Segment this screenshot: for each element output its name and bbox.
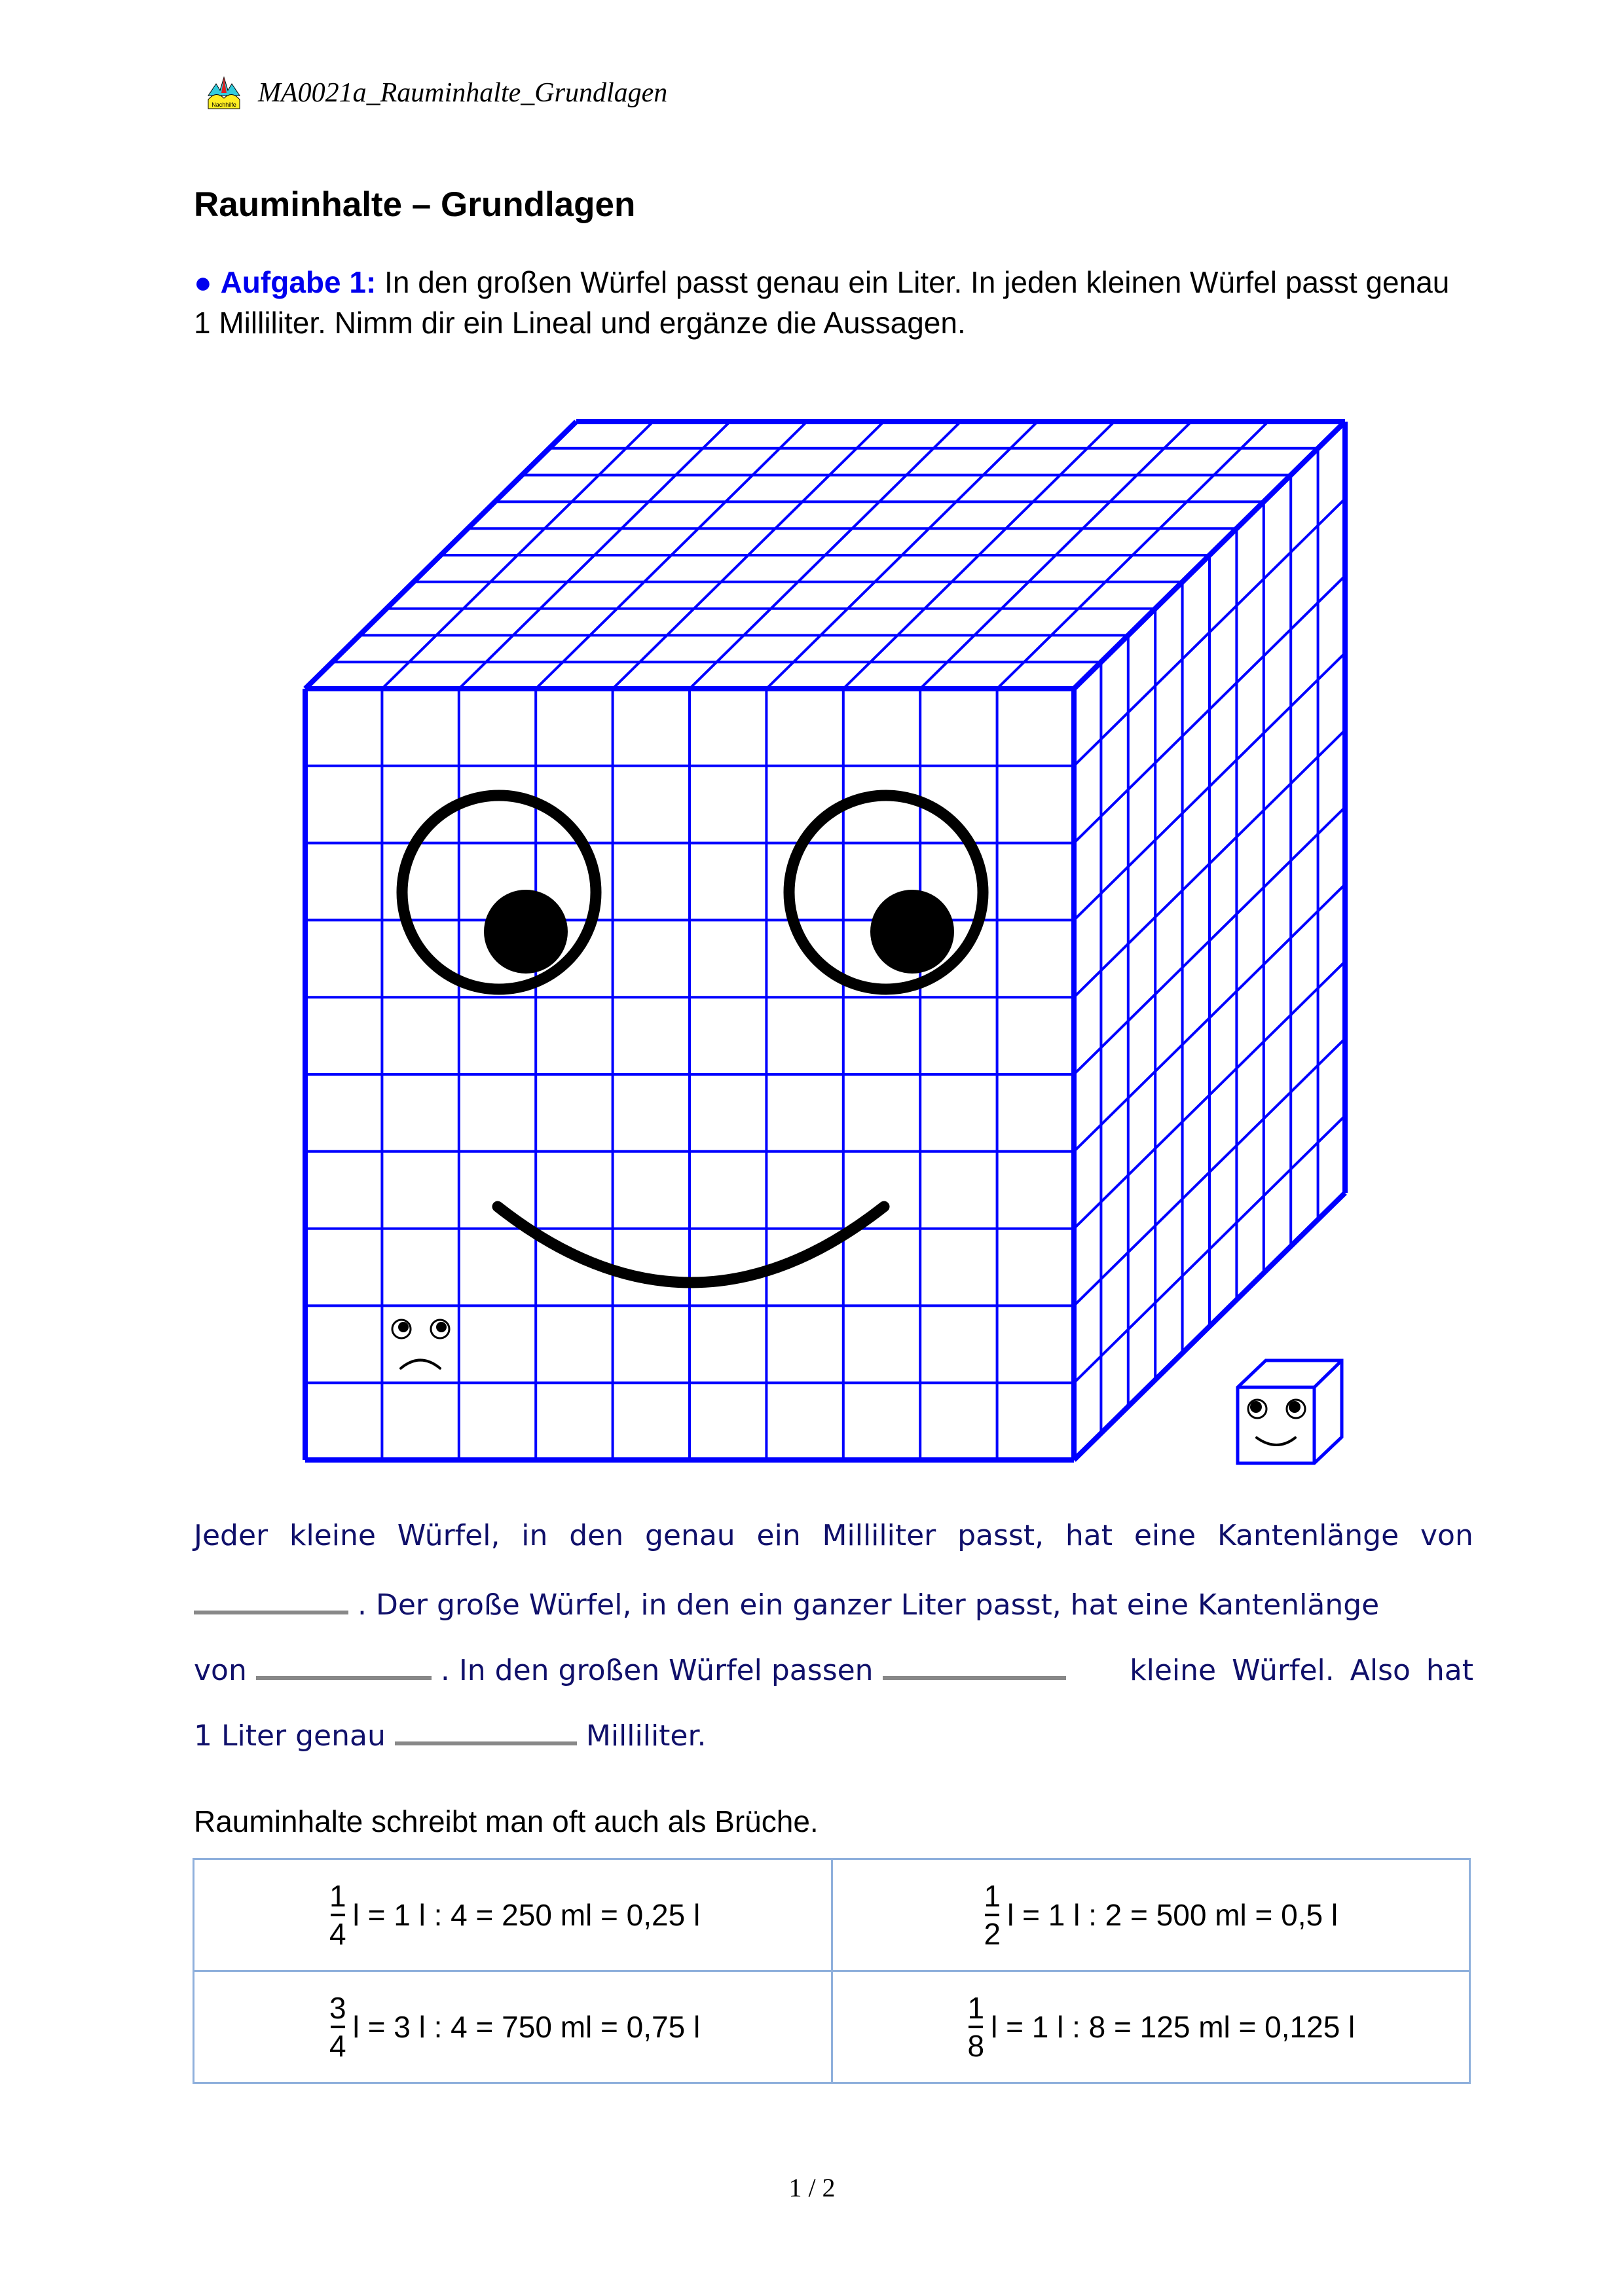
blank-small-edge[interactable]: [194, 1584, 348, 1614]
right-pupil-icon: [870, 890, 954, 974]
blank-count[interactable]: [883, 1650, 1066, 1680]
left-pupil-icon: [484, 890, 568, 974]
fraction: $\frac{1}{2}$: [984, 1879, 1001, 1951]
sad-face-icon: [392, 1320, 449, 1368]
word: hat: [1065, 1519, 1113, 1552]
fractions-intro: Rauminhalte schreibt man oft auch als Brüche.: [194, 1804, 819, 1838]
word: kleine: [289, 1519, 376, 1552]
smiley-face: [402, 795, 983, 1283]
fraction: $\frac{1}{4}$: [329, 1879, 346, 1951]
word: von: [1420, 1519, 1473, 1552]
fill-text-3a: von: [194, 1654, 247, 1687]
word: genau: [644, 1519, 735, 1552]
table-cell: [832, 1971, 1470, 2083]
svg-text:Nachhilfe: Nachhilfe: [212, 101, 236, 108]
table-row: [194, 1971, 1470, 2083]
blank-milliliters[interactable]: [395, 1715, 577, 1745]
big-cube: [305, 422, 1345, 1460]
word: den: [569, 1519, 624, 1552]
word: in: [521, 1519, 548, 1552]
table-cell: [194, 1971, 832, 2083]
task-text: In den großen Würfel passt genau ein Liter. In jeden kleinen Würfel passt genau 1 Milliliter. Nimm dir ein Lineal und ergänze die Aussagen.: [194, 265, 1450, 340]
fill-line-1: [194, 1519, 1473, 1584]
blank-big-edge[interactable]: [256, 1650, 432, 1680]
document-id: MA0021a_Rauminhalte_Grundlagen: [258, 78, 668, 108]
table-row: [194, 1859, 1470, 1971]
fill-text-3b: . In den großen Würfel passen: [440, 1654, 874, 1687]
task-label: Aufgabe 1:: [220, 265, 377, 299]
fill-text-4a: 1 Liter genau: [194, 1719, 386, 1753]
fractions-table: [193, 1858, 1471, 2084]
word: passt,: [957, 1519, 1044, 1552]
fraction: $\frac{1}{8}$: [967, 1991, 985, 2063]
table-cell: [832, 1859, 1470, 1971]
fill-line-4: [194, 1715, 1473, 1781]
page-title: Rauminhalte – Grundlagen: [194, 185, 636, 224]
fill-text-2: . Der große Würfel, in den ein ganzer Liter passt, hat eine Kantenlänge: [358, 1588, 1380, 1622]
word: Jeder: [194, 1519, 268, 1552]
equation: l = 3 l : 4 = 750 ml = 0,75 l: [352, 2010, 701, 2044]
word: ein: [756, 1519, 801, 1552]
fill-text-3c: kleine Würfel. Also hat: [1130, 1654, 1473, 1687]
fill-text-4b: Milliliter.: [585, 1719, 707, 1753]
word: Kantenlänge: [1217, 1519, 1399, 1552]
small-cube-icon: [1238, 1360, 1342, 1463]
table-cell: [194, 1859, 832, 1971]
fraction: $\frac{3}{4}$: [329, 1991, 346, 2063]
fill-line-3: [194, 1650, 1473, 1715]
word: eine: [1134, 1519, 1196, 1552]
task-bullet: ●: [194, 265, 212, 299]
fill-line-2: [194, 1584, 1473, 1650]
equation: l = 1 l : 2 = 500 ml = 0,5 l: [1007, 1898, 1338, 1932]
equation: l = 1 l : 8 = 125 ml = 0,125 l: [991, 2010, 1356, 2044]
word: Würfel,: [397, 1519, 500, 1552]
word: Milliliter: [822, 1519, 936, 1552]
fill-in-statements: [194, 1519, 1473, 1781]
equation: l = 1 l : 4 = 250 ml = 0,25 l: [352, 1898, 701, 1932]
page-number: 1 / 2: [788, 2173, 836, 2202]
